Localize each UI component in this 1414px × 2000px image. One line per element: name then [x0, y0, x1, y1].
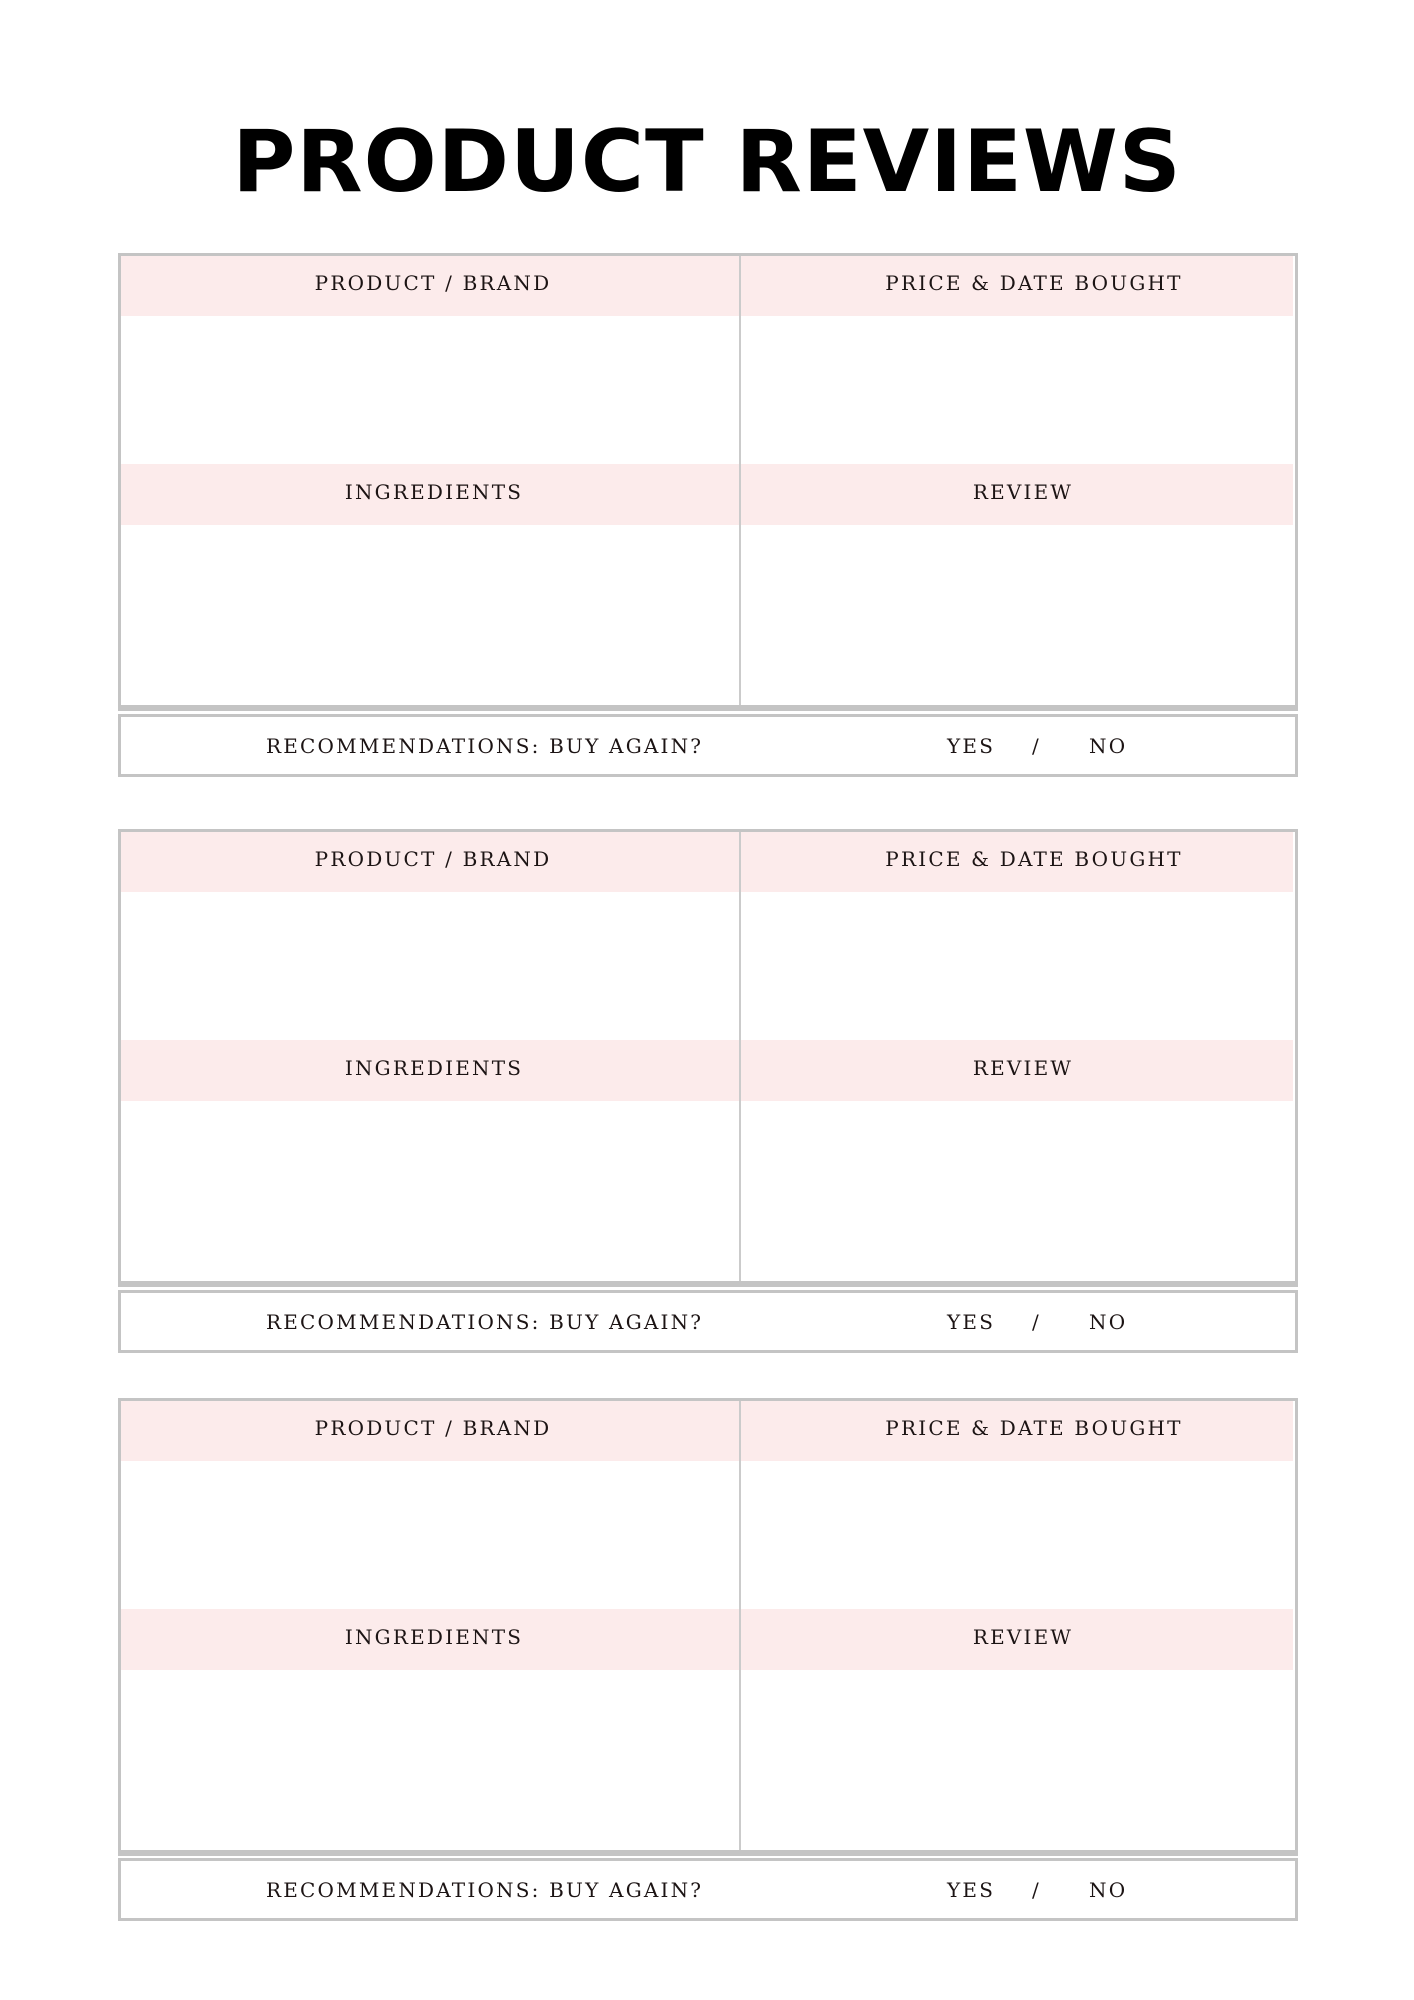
ingredients-field[interactable] [121, 525, 737, 705]
price-date-label: PRICE & DATE BOUGHT [885, 271, 1183, 295]
product-brand-field[interactable] [121, 892, 737, 1040]
header-band-middle [121, 464, 1293, 525]
price-date-field[interactable] [741, 316, 1295, 464]
no-option[interactable]: NO [1089, 1310, 1128, 1334]
product-brand-field[interactable] [121, 1461, 737, 1609]
product-brand-field[interactable] [121, 316, 737, 464]
product-brand-label: PRODUCT / BRAND [314, 271, 552, 295]
review-card-1 [118, 253, 1298, 711]
option-separator: / [1032, 734, 1039, 758]
yes-option[interactable]: YES [947, 1310, 996, 1334]
review-label: REVIEW [972, 1625, 1074, 1649]
recommendation-row-2 [118, 1290, 1298, 1353]
recommendation-row-3 [118, 1858, 1298, 1921]
review-label: REVIEW [972, 1056, 1074, 1080]
review-field[interactable] [741, 1670, 1295, 1850]
review-card-3 [118, 1398, 1298, 1856]
no-option[interactable]: NO [1089, 734, 1128, 758]
recommendation-label: RECOMMENDATIONS: BUY AGAIN? [266, 1310, 704, 1334]
no-option[interactable]: NO [1089, 1878, 1128, 1902]
ingredients-field[interactable] [121, 1670, 737, 1850]
review-label: REVIEW [972, 480, 1074, 504]
recommendation-row-1 [118, 714, 1298, 777]
review-card-2 [118, 829, 1298, 1287]
price-date-label: PRICE & DATE BOUGHT [885, 1416, 1183, 1440]
header-band-middle [121, 1609, 1293, 1670]
product-brand-label: PRODUCT / BRAND [314, 847, 552, 871]
ingredients-label: INGREDIENTS [344, 1625, 524, 1649]
recommendation-label: RECOMMENDATIONS: BUY AGAIN? [266, 1878, 704, 1902]
ingredients-label: INGREDIENTS [344, 1056, 524, 1080]
price-date-label: PRICE & DATE BOUGHT [885, 847, 1183, 871]
review-field[interactable] [741, 525, 1295, 705]
header-band-middle [121, 1040, 1293, 1101]
ingredients-label: INGREDIENTS [344, 480, 524, 504]
product-brand-label: PRODUCT / BRAND [314, 1416, 552, 1440]
option-separator: / [1032, 1310, 1039, 1334]
yes-option[interactable]: YES [947, 734, 996, 758]
ingredients-field[interactable] [121, 1101, 737, 1281]
price-date-field[interactable] [741, 1461, 1295, 1609]
page-title: PRODUCT REVIEWS [232, 112, 1182, 212]
review-field[interactable] [741, 1101, 1295, 1281]
option-separator: / [1032, 1878, 1039, 1902]
yes-option[interactable]: YES [947, 1878, 996, 1902]
price-date-field[interactable] [741, 892, 1295, 1040]
recommendation-label: RECOMMENDATIONS: BUY AGAIN? [266, 734, 704, 758]
